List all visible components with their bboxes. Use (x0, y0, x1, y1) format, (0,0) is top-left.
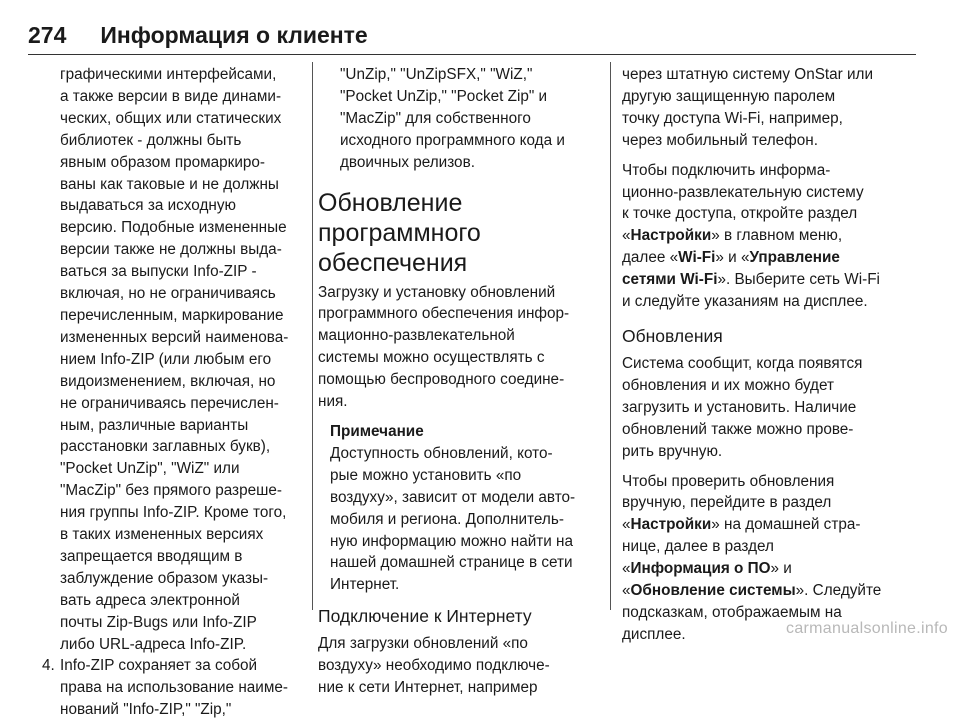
text-line: Доступность обновлений, кото- (330, 444, 553, 462)
text-line: дисплее. (622, 625, 686, 643)
text-run: » и « (715, 249, 750, 267)
text-run: « (622, 516, 631, 534)
text-line: выдаваться за исходную (60, 197, 236, 215)
list-continuation (318, 64, 602, 174)
text-line (622, 514, 922, 536)
text-line: другую защищенную паролем (622, 87, 836, 105)
text-line: нием Info-ZIP (или любым его (60, 350, 272, 368)
text-line: помощью беспроводного соедине- (318, 371, 565, 389)
column-divider-right (610, 62, 611, 610)
column-2 (318, 64, 602, 699)
text-line: двоичных релизов. (340, 153, 475, 171)
connect-paragraph (318, 633, 602, 699)
connect-continuation (622, 64, 922, 152)
text-line: не ограничиваясь перечислен- (60, 394, 279, 412)
text-line: Чтобы подключить информа- (622, 161, 831, 179)
text-line: "UnZip," "UnZipSFX," "WiZ," (340, 66, 533, 83)
text-line: загрузить и установить. Наличие (622, 398, 857, 416)
text-line: Загрузку и установку обновлений (318, 283, 556, 301)
text-line: запрещается вводящим в (60, 547, 243, 565)
text-line: системы можно осуществлять с (318, 349, 545, 367)
list-item-4 (38, 655, 303, 721)
watermark: carmanualsonline.info (786, 620, 948, 637)
text-line: мобиля и региона. Дополнитель- (330, 510, 564, 528)
page-title: Информация о клиенте (100, 22, 368, 48)
menu-ref-settings: Настройки (630, 516, 712, 534)
text-line: перечисленным, маркирование (60, 306, 284, 324)
text-line: почты Zip-Bugs или Info-ZIP (60, 613, 257, 631)
text-line: через штатную систему OnStar или (622, 66, 874, 83)
text-line (622, 580, 922, 602)
text-line: ваны как таковые и не должны (60, 175, 279, 193)
hotspot-paragraph (622, 160, 922, 313)
text-line: нашей домашней странице в сети (330, 554, 573, 572)
text-run: « (622, 582, 631, 600)
text-line: версию. Подобные измененные (60, 219, 287, 237)
text-line: рые можно установить «по (330, 466, 522, 484)
text-line: включая, но не ограничиваясь (60, 285, 276, 303)
text-line: библиотек - должны быть (60, 131, 242, 149)
heading-line: программного (318, 218, 481, 247)
text-line: ную информацию можно найти на (330, 532, 574, 550)
text-line: в таких измененных версиях (60, 526, 264, 544)
text-run: далее « (622, 249, 679, 267)
text-line: Система сообщит, когда появятся (622, 354, 863, 372)
text-line: вручную, перейдите в раздел (622, 494, 832, 512)
column-divider-left (312, 62, 313, 610)
text-line: заблуждение образом указы- (60, 569, 269, 587)
text-run: ». Выберите сеть Wi-Fi (717, 271, 880, 289)
text-run: « (622, 560, 631, 578)
text-line: рить вручную. (622, 442, 723, 460)
text-line: подсказкам, отображаемым на (622, 603, 842, 621)
page-number: 274 (28, 22, 67, 48)
text-line: Интернет. (330, 576, 400, 594)
note-block (318, 421, 602, 596)
text-line: ние к сети Интернет, например (318, 679, 538, 697)
text-run: ». Следуйте (795, 582, 882, 600)
text-line: Info-ZIP сохраняет за собой (60, 657, 258, 675)
subheading-updates: Обновления (622, 325, 723, 346)
menu-ref-software-info: Информация о ПО (630, 560, 771, 578)
section-heading (318, 188, 602, 278)
column-3 (622, 64, 922, 646)
text-line: вать адреса электронной (60, 591, 240, 609)
list-number: 4. (42, 657, 55, 675)
text-line: ным, различные варианты (60, 416, 249, 434)
text-line: версии также не должны выда- (60, 241, 282, 259)
text-line (622, 269, 922, 291)
text-line: измененных версий наименова- (60, 328, 289, 346)
text-line (622, 225, 922, 247)
page-header (28, 20, 916, 55)
text-line: через мобильный телефон. (622, 131, 818, 149)
text-line: Чтобы проверить обновления (622, 472, 835, 490)
text-run: » и (770, 560, 792, 578)
menu-ref-wifi: Wi-Fi (678, 249, 716, 267)
updates-paragraph (622, 353, 922, 463)
text-line: явным образом промаркиро- (60, 153, 266, 171)
text-line: воздуху» необходимо подключе- (318, 657, 550, 675)
text-line: видоизменением, включая, но (60, 372, 276, 390)
text-line: точку доступа Wi-Fi, например, (622, 109, 843, 127)
text-line: либо URL-адреса Info-ZIP. (60, 635, 247, 653)
text-line: обновления и их можно будет (622, 376, 834, 394)
text-line: "Pocket UnZip," "Pocket Zip" и (340, 87, 548, 105)
text-line: ния. (318, 393, 348, 411)
text-line: графическими интерфейсами, (60, 66, 277, 83)
text-line: исходного программного кода и (340, 131, 565, 149)
text-line: программного обеспечения инфор- (318, 305, 570, 323)
text-line: "Pocket UnZip", "WiZ" или (60, 460, 240, 478)
text-line: ческих, общих или статических (60, 109, 282, 127)
text-line: ния группы Info-ZIP. Кроме того, (60, 504, 287, 522)
text-line: "MacZip" для собственного (340, 109, 531, 127)
text-line: мационно-развлекательной (318, 327, 515, 345)
text-line: а также версии в виде динами- (60, 87, 282, 105)
text-line: права на использование наиме- (60, 679, 288, 697)
intro-paragraph (318, 282, 602, 413)
text-line (622, 247, 922, 269)
menu-ref-system-update: Обновление системы (630, 582, 796, 600)
text-line: ционно-развлекательную систему (622, 183, 864, 201)
menu-ref-manage-networks-cont: сетями Wi-Fi (622, 271, 718, 289)
subheading-internet: Подключение к Интернету (318, 606, 532, 627)
text-line: Для загрузки обновлений «по (318, 635, 528, 653)
text-line: нований "Info-ZIP," "Zip," (60, 701, 232, 719)
text-line: ваться за выпуски Info-ZIP - (60, 263, 257, 281)
menu-ref-settings: Настройки (630, 227, 712, 245)
column-1 (38, 64, 303, 721)
text-line (622, 558, 922, 580)
license-paragraph (38, 64, 303, 655)
menu-ref-manage-networks: Управление (749, 249, 840, 267)
heading-line: Обновление (318, 188, 463, 217)
text-line: расстановки заглавных букв), (60, 438, 271, 456)
text-run: » на домашней стра- (711, 516, 861, 534)
text-line: нице, далее в раздел (622, 538, 774, 556)
heading-line: обеспечения (318, 248, 468, 277)
text-line: "MacZip" без прямого разреше- (60, 482, 282, 500)
text-run: » в главном меню, (711, 227, 843, 245)
text-line: к точке доступа, откройте раздел (622, 205, 858, 223)
text-line: воздуху», зависит от модели авто- (330, 488, 576, 506)
text-line: обновлений также можно прове- (622, 420, 854, 438)
text-run: « (622, 227, 631, 245)
note-title: Примечание (330, 422, 424, 440)
text-line: и следуйте указаниям на дисплее. (622, 293, 868, 311)
